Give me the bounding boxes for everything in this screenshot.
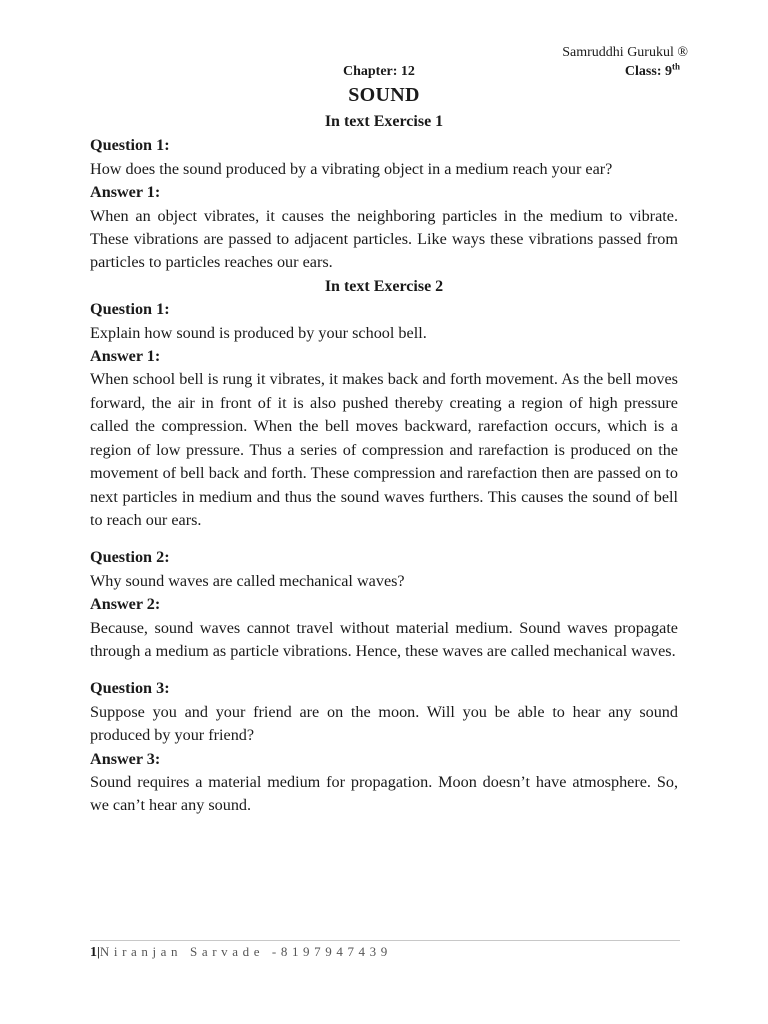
- spacer: [90, 532, 678, 546]
- question-label: Question 1:: [90, 300, 170, 319]
- question-text: How does the sound produced by a vibrating object in a medium reach your ear?: [90, 159, 613, 178]
- answer-label: Answer 1:: [90, 183, 161, 202]
- qa-item: [90, 134, 678, 274]
- question-label: Question 3:: [90, 679, 170, 698]
- qa-item: [90, 298, 678, 532]
- footer-author: Niranjan Sarvade -8197947439: [99, 944, 392, 959]
- qa-item: [90, 677, 678, 817]
- class-label: [624, 61, 680, 80]
- class-superscript: th: [671, 61, 680, 72]
- class-text: Class: 9: [624, 64, 672, 79]
- answer-label: Answer 1:: [90, 347, 161, 366]
- section-heading: In text Exercise 2: [324, 277, 444, 295]
- answer-text: When an object vibrates, it causes the neighboring particles in the medium to vibrate. These vibrations are passed to adjacent particles. Like ways these vibrations passed from particles to particles reaches our ears.: [90, 206, 678, 272]
- section-heading: In text Exercise 1: [324, 113, 444, 130]
- brand-name: Samruddhi Gurukul ®: [562, 45, 688, 60]
- page-number: 1: [90, 945, 97, 960]
- answer-label: Answer 2:: [90, 595, 161, 614]
- document-body: [90, 110, 678, 818]
- answer-text: Because, sound waves cannot travel without material medium. Sound waves propagate through a medium as particle vibrations. Hence, these waves are called mechanical waves.: [90, 618, 678, 660]
- question-label: Question 2:: [90, 548, 170, 567]
- question-text: Explain how sound is produced by your school bell.: [90, 323, 427, 342]
- question-text: Suppose you and your friend are on the moon. Will you be able to hear any sound produced by your friend?: [90, 702, 678, 745]
- chapter-header: [90, 61, 680, 84]
- footer-separator: |: [97, 944, 100, 959]
- answer-label: Answer 3:: [90, 749, 161, 768]
- question-label: Question 1:: [90, 136, 170, 155]
- qa-item: [90, 546, 678, 663]
- answer-text: When school bell is rung it vibrates, it makes back and forth movement. As the bell moves forward, the air in front of it is also pushed thereby creating a region of high pressure called the compression. When the bell moves backward, rarefaction occurs, which is a region of low pressure. Thus a series of compression and rarefaction is produced on the movement of bell back and forth. These compression and rarefaction then are passed on to next particles in medium and thus the sound waves furthers. This causes the sound of bell to reach our ears.: [90, 370, 678, 529]
- page-title: SOUND: [348, 84, 420, 106]
- page-footer: [90, 940, 680, 961]
- spacer: [90, 663, 678, 677]
- chapter-label: Chapter: 12: [343, 64, 415, 79]
- question-text: Why sound waves are called mechanical waves?: [90, 571, 405, 590]
- answer-text: Sound requires a material medium for propagation. Moon doesn’t have atmosphere. So, we can’t hear any sound.: [90, 772, 678, 815]
